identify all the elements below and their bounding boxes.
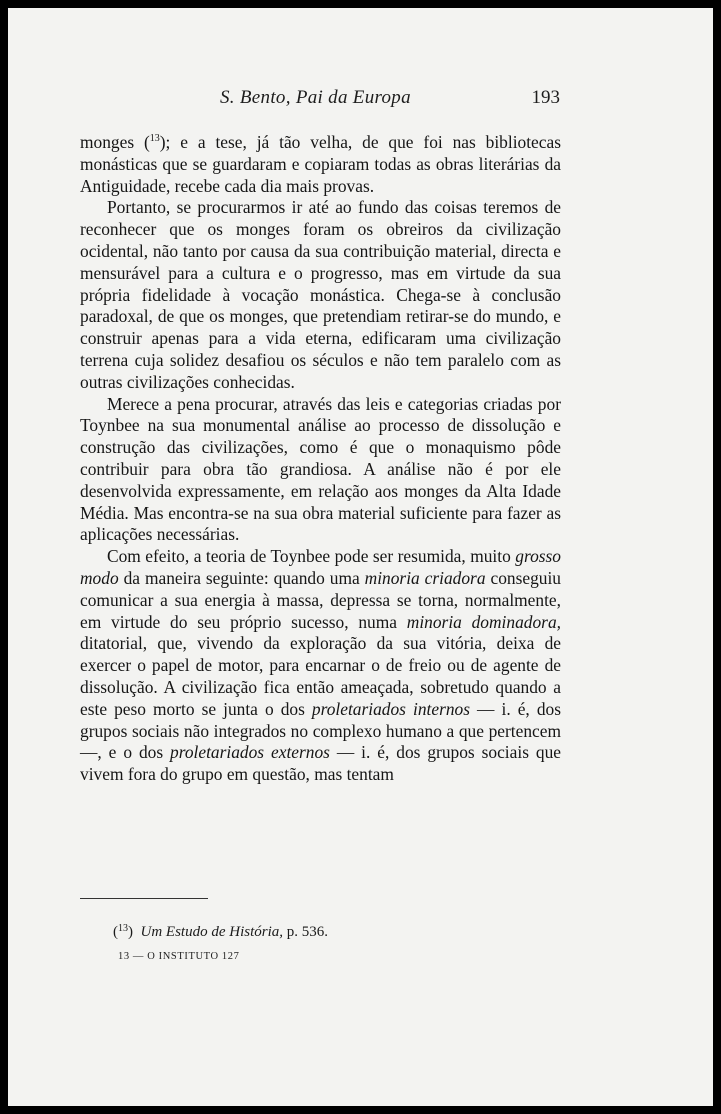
footnote: ($^{13}$) Um Estudo de História, p. 536.: [113, 923, 328, 940]
emphasis: minoria dominadora,: [406, 611, 561, 632]
paragraph: Com efeito, a teoria de Toynbee pode ser resumida, muito grosso modo da maneira seguinte: quando uma minoria criadora conseguiu comunicar a sua energia à massa, depressa se torna, normalmente, em virtude do seu próprio sucesso, numa minoria dominadora, ditatorial, que, vivendo da exploração da sua vitória, deixa de exercer o papel de motor, para encarnar o de freio ou de agente de dissolução. A civilização fica então ameaçada, sobretudo quando a este peso morto se junta o dos proletariados internos — i. é, dos grupos sociais não integrados no complexo humano a que pertencem —, e o dos proletariados externos — i. é, dos grupos sociais que vivem fora do grupo em questão, mas tentam: [80, 546, 561, 785]
running-title: S. Bento, Pai da Europa: [220, 87, 411, 108]
paragraph: Portanto, se procurarmos ir até ao fundo das coisas teremos de reconhecer que os monges foram os obreiros da civilização ocidental, não tanto por causa da sua contribuição material, directa e mensurável para a cultura e o progresso, mas em virtude da sua própria fidelidade à vocação monástica. Chega-se à conclusão paradoxal, de que os monges, que pretendiam retirar-se do mundo, e construir apenas para a vida eterna, edificaram uma civilização terrena cuja solidez desafiou os séculos e não tem paralelo com as outras civilizações conhecidas.: [80, 197, 561, 392]
paragraph: Merece a pena procurar, através das leis e categorias criadas por Toynbee na sua monumental análise ao processo de dissolução e construção das civilizações, como é que o monaquismo pôde contribuir para obra tão grandiosa. A análise não é por ele desenvolvida expressamente, em relação aos monges da Alta Idade Média. Mas encontra-se na sua obra material suficiente para fazer as aplicações necessárias.: [80, 393, 561, 545]
emphasis: grosso modo: [80, 546, 561, 588]
paragraph: monges ($^{13}$); e a tese, já tão velha, de que foi nas bibliotecas monásticas que se guardaram e copiaram todas as obras literárias da Antiguidade, recebe cada dia mais provas.: [80, 132, 561, 196]
footnote-divider: [80, 898, 208, 899]
footnote-reference: 13: [149, 133, 160, 145]
emphasis: proletariados internos: [311, 698, 470, 719]
body-text: [80, 132, 561, 786]
emphasis: proletariados externos: [170, 742, 330, 763]
printer-signature: 13 — O INSTITUTO 127: [118, 951, 240, 962]
book-page: [8, 8, 713, 1106]
footnote-title: Um Estudo de História,: [140, 924, 283, 940]
page-number: 193: [531, 87, 560, 108]
footnote-page-ref: p. 536.: [286, 924, 328, 940]
emphasis: minoria criadora: [364, 567, 486, 588]
footnote-marker: 13: [118, 923, 128, 934]
